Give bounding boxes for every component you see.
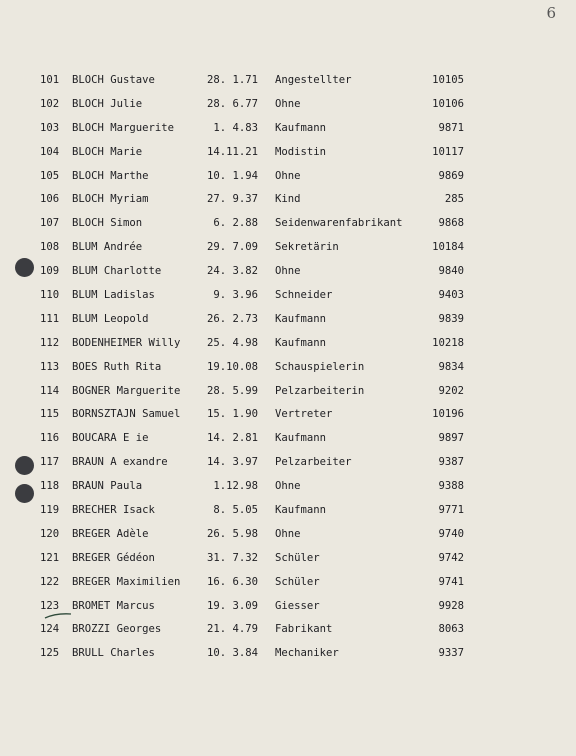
list-row xyxy=(0,380,576,404)
row-number: 108 xyxy=(40,241,60,254)
birth-date: 19.10.08 xyxy=(206,360,258,373)
birth-date: 26. 2.73 xyxy=(206,312,258,325)
list-row xyxy=(0,403,576,427)
row-number: 115 xyxy=(40,408,60,421)
occupation: Schüler xyxy=(275,575,320,588)
row-number: 104 xyxy=(40,145,60,158)
list-row xyxy=(0,571,576,595)
record-id: 10218 xyxy=(432,336,464,349)
person-name: BORNSZTAJN Samuel xyxy=(72,408,181,421)
person-name: BRAUN Paula xyxy=(72,480,143,493)
record-id: 9834 xyxy=(438,360,464,373)
record-id: 9740 xyxy=(438,527,464,540)
birth-date: 15. 1.90 xyxy=(206,408,258,421)
occupation: Kind xyxy=(275,193,301,206)
list-row xyxy=(0,356,576,380)
occupation: Schüler xyxy=(275,551,320,564)
list-row xyxy=(0,260,576,284)
list-row xyxy=(0,93,576,117)
person-name: BLOCH Marthe xyxy=(72,169,149,182)
birth-date: 10. 3.84 xyxy=(206,647,258,660)
person-name: BREGER Adèle xyxy=(72,527,149,540)
person-name: BLOCH Simon xyxy=(72,217,143,230)
birth-date: 26. 5.98 xyxy=(206,527,258,540)
occupation: Angestellter xyxy=(275,74,352,86)
row-number: 124 xyxy=(40,623,60,636)
row-number: 103 xyxy=(40,121,60,134)
birth-date: 27. 9.37 xyxy=(206,193,258,206)
record-id: 9871 xyxy=(438,121,464,134)
record-id: 10117 xyxy=(432,145,464,158)
record-id: 9840 xyxy=(438,265,464,278)
record-id: 9741 xyxy=(438,575,464,588)
row-number: 113 xyxy=(40,360,60,373)
person-name: BLOCH Marguerite xyxy=(72,121,175,134)
record-id: 9869 xyxy=(438,169,464,182)
person-name: BLOCH Myriam xyxy=(72,193,149,206)
list-row xyxy=(0,427,576,451)
person-name: BRAUN A exandre xyxy=(72,456,168,469)
row-number: 117 xyxy=(40,456,60,469)
occupation: Pelzarbeiterin xyxy=(275,384,365,397)
list-row xyxy=(0,332,576,356)
list-row xyxy=(0,595,576,619)
person-name: BOGNER Marguerite xyxy=(72,384,181,397)
person-name: BLOCH Marie xyxy=(72,145,143,158)
row-number: 123 xyxy=(40,599,60,612)
record-id: 10196 xyxy=(432,408,464,421)
occupation: Schneider xyxy=(275,289,333,302)
record-id: 9202 xyxy=(438,384,464,397)
birth-date: 29. 7.09 xyxy=(206,241,258,254)
record-id: 9839 xyxy=(438,312,464,325)
person-name: BLUM Andrée xyxy=(72,241,143,254)
occupation: Kaufmann xyxy=(275,504,327,517)
row-number: 107 xyxy=(40,217,60,230)
birth-date: 14. 2.81 xyxy=(206,432,258,445)
occupation: Vertreter xyxy=(275,408,333,421)
record-id: 9868 xyxy=(438,217,464,230)
person-name: BOUCARA E ie xyxy=(72,432,149,445)
row-number: 109 xyxy=(40,265,60,278)
record-id: 9742 xyxy=(438,551,464,564)
person-name: BLUM Charlotte xyxy=(72,265,162,278)
list-row xyxy=(0,499,576,523)
list-row xyxy=(0,141,576,165)
birth-date: 1.12.98 xyxy=(213,480,258,493)
birth-date: 10. 1.94 xyxy=(206,169,258,182)
list-row xyxy=(0,523,576,547)
row-number: 114 xyxy=(40,384,60,397)
row-number: 116 xyxy=(40,432,60,445)
occupation: Ohne xyxy=(275,265,301,278)
occupation: Schauspielerin xyxy=(275,360,365,373)
person-name: BLOCH Julie xyxy=(72,97,143,110)
record-id: 9928 xyxy=(438,599,464,612)
list-row xyxy=(0,188,576,212)
occupation: Kaufmann xyxy=(275,121,327,134)
occupation: Ohne xyxy=(275,97,301,110)
list-row xyxy=(0,618,576,642)
occupation: Kaufmann xyxy=(275,432,327,445)
person-name: BROMET Marcus xyxy=(72,599,155,612)
birth-date: 6. 2.88 xyxy=(213,217,258,230)
row-number: 121 xyxy=(40,551,60,564)
occupation: Mechaniker xyxy=(275,647,339,660)
person-name: BOES Ruth Rita xyxy=(72,360,162,373)
list-row xyxy=(0,451,576,475)
birth-date: 21. 4.79 xyxy=(206,623,258,636)
occupation: Fabrikant xyxy=(275,623,333,636)
list-row xyxy=(0,165,576,189)
occupation: Kaufmann xyxy=(275,312,327,325)
person-name: BLOCH Gustave xyxy=(72,74,155,86)
record-id: 10105 xyxy=(432,74,464,86)
person-name: BLUM Ladislas xyxy=(72,289,155,302)
record-id: 9387 xyxy=(438,456,464,469)
person-list xyxy=(0,69,576,666)
occupation: Ohne xyxy=(275,169,301,182)
person-name: BREGER Maximilien xyxy=(72,575,181,588)
row-number: 105 xyxy=(40,169,60,182)
birth-date: 25. 4.98 xyxy=(206,336,258,349)
occupation: Seidenwarenfabrikant xyxy=(275,217,403,230)
record-id: 9337 xyxy=(438,647,464,660)
row-number: 110 xyxy=(40,289,60,302)
birth-date: 14. 3.97 xyxy=(206,456,258,469)
page-number: 6 xyxy=(546,4,556,22)
occupation: Modistin xyxy=(275,145,327,158)
birth-date: 14.11.21 xyxy=(206,145,258,158)
occupation: Pelzarbeiter xyxy=(275,456,352,469)
row-number: 101 xyxy=(40,74,60,86)
row-number: 111 xyxy=(40,312,60,325)
occupation: Ohne xyxy=(275,527,301,540)
row-number: 102 xyxy=(40,97,60,110)
row-number: 112 xyxy=(40,336,60,349)
list-row xyxy=(0,69,576,93)
list-row xyxy=(0,475,576,499)
list-row xyxy=(0,308,576,332)
occupation: Kaufmann xyxy=(275,336,327,349)
occupation: Sekretärin xyxy=(275,241,339,254)
row-number: 122 xyxy=(40,575,60,588)
list-row xyxy=(0,212,576,236)
record-id: 9897 xyxy=(438,432,464,445)
record-id: 9388 xyxy=(438,480,464,493)
birth-date: 16. 6.30 xyxy=(206,575,258,588)
list-row xyxy=(0,642,576,666)
record-id: 8063 xyxy=(438,623,464,636)
birth-date: 28. 1.71 xyxy=(206,74,258,86)
person-name: BLUM Leopold xyxy=(72,312,149,325)
birth-date: 28. 6.77 xyxy=(206,97,258,110)
birth-date: 31. 7.32 xyxy=(206,551,258,564)
list-row xyxy=(0,284,576,308)
occupation: Giesser xyxy=(275,599,320,612)
row-number: 120 xyxy=(40,527,60,540)
person-name: BREGER Gédéon xyxy=(72,551,155,564)
row-number: 119 xyxy=(40,504,60,517)
occupation: Ohne xyxy=(275,480,301,493)
record-id: 9403 xyxy=(438,289,464,302)
record-id: 10106 xyxy=(432,97,464,110)
list-row xyxy=(0,117,576,141)
person-name: BRECHER Isack xyxy=(72,504,155,517)
birth-date: 19. 3.09 xyxy=(206,599,258,612)
birth-date: 8. 5.05 xyxy=(213,504,258,517)
record-id: 10184 xyxy=(432,241,464,254)
person-name: BODENHEIMER Willy xyxy=(72,336,181,349)
list-row xyxy=(0,236,576,260)
row-number: 118 xyxy=(40,480,60,493)
list-row xyxy=(0,547,576,571)
record-id: 9771 xyxy=(438,504,464,517)
birth-date: 1. 4.83 xyxy=(213,121,258,134)
person-name: BROZZI Georges xyxy=(72,623,162,636)
birth-date: 28. 5.99 xyxy=(206,384,258,397)
birth-date: 24. 3.82 xyxy=(206,265,258,278)
person-name: BRULL Charles xyxy=(72,647,155,660)
row-number: 125 xyxy=(40,647,60,660)
birth-date: 9. 3.96 xyxy=(213,289,258,302)
record-id: 285 xyxy=(444,193,464,206)
row-number: 106 xyxy=(40,193,60,206)
